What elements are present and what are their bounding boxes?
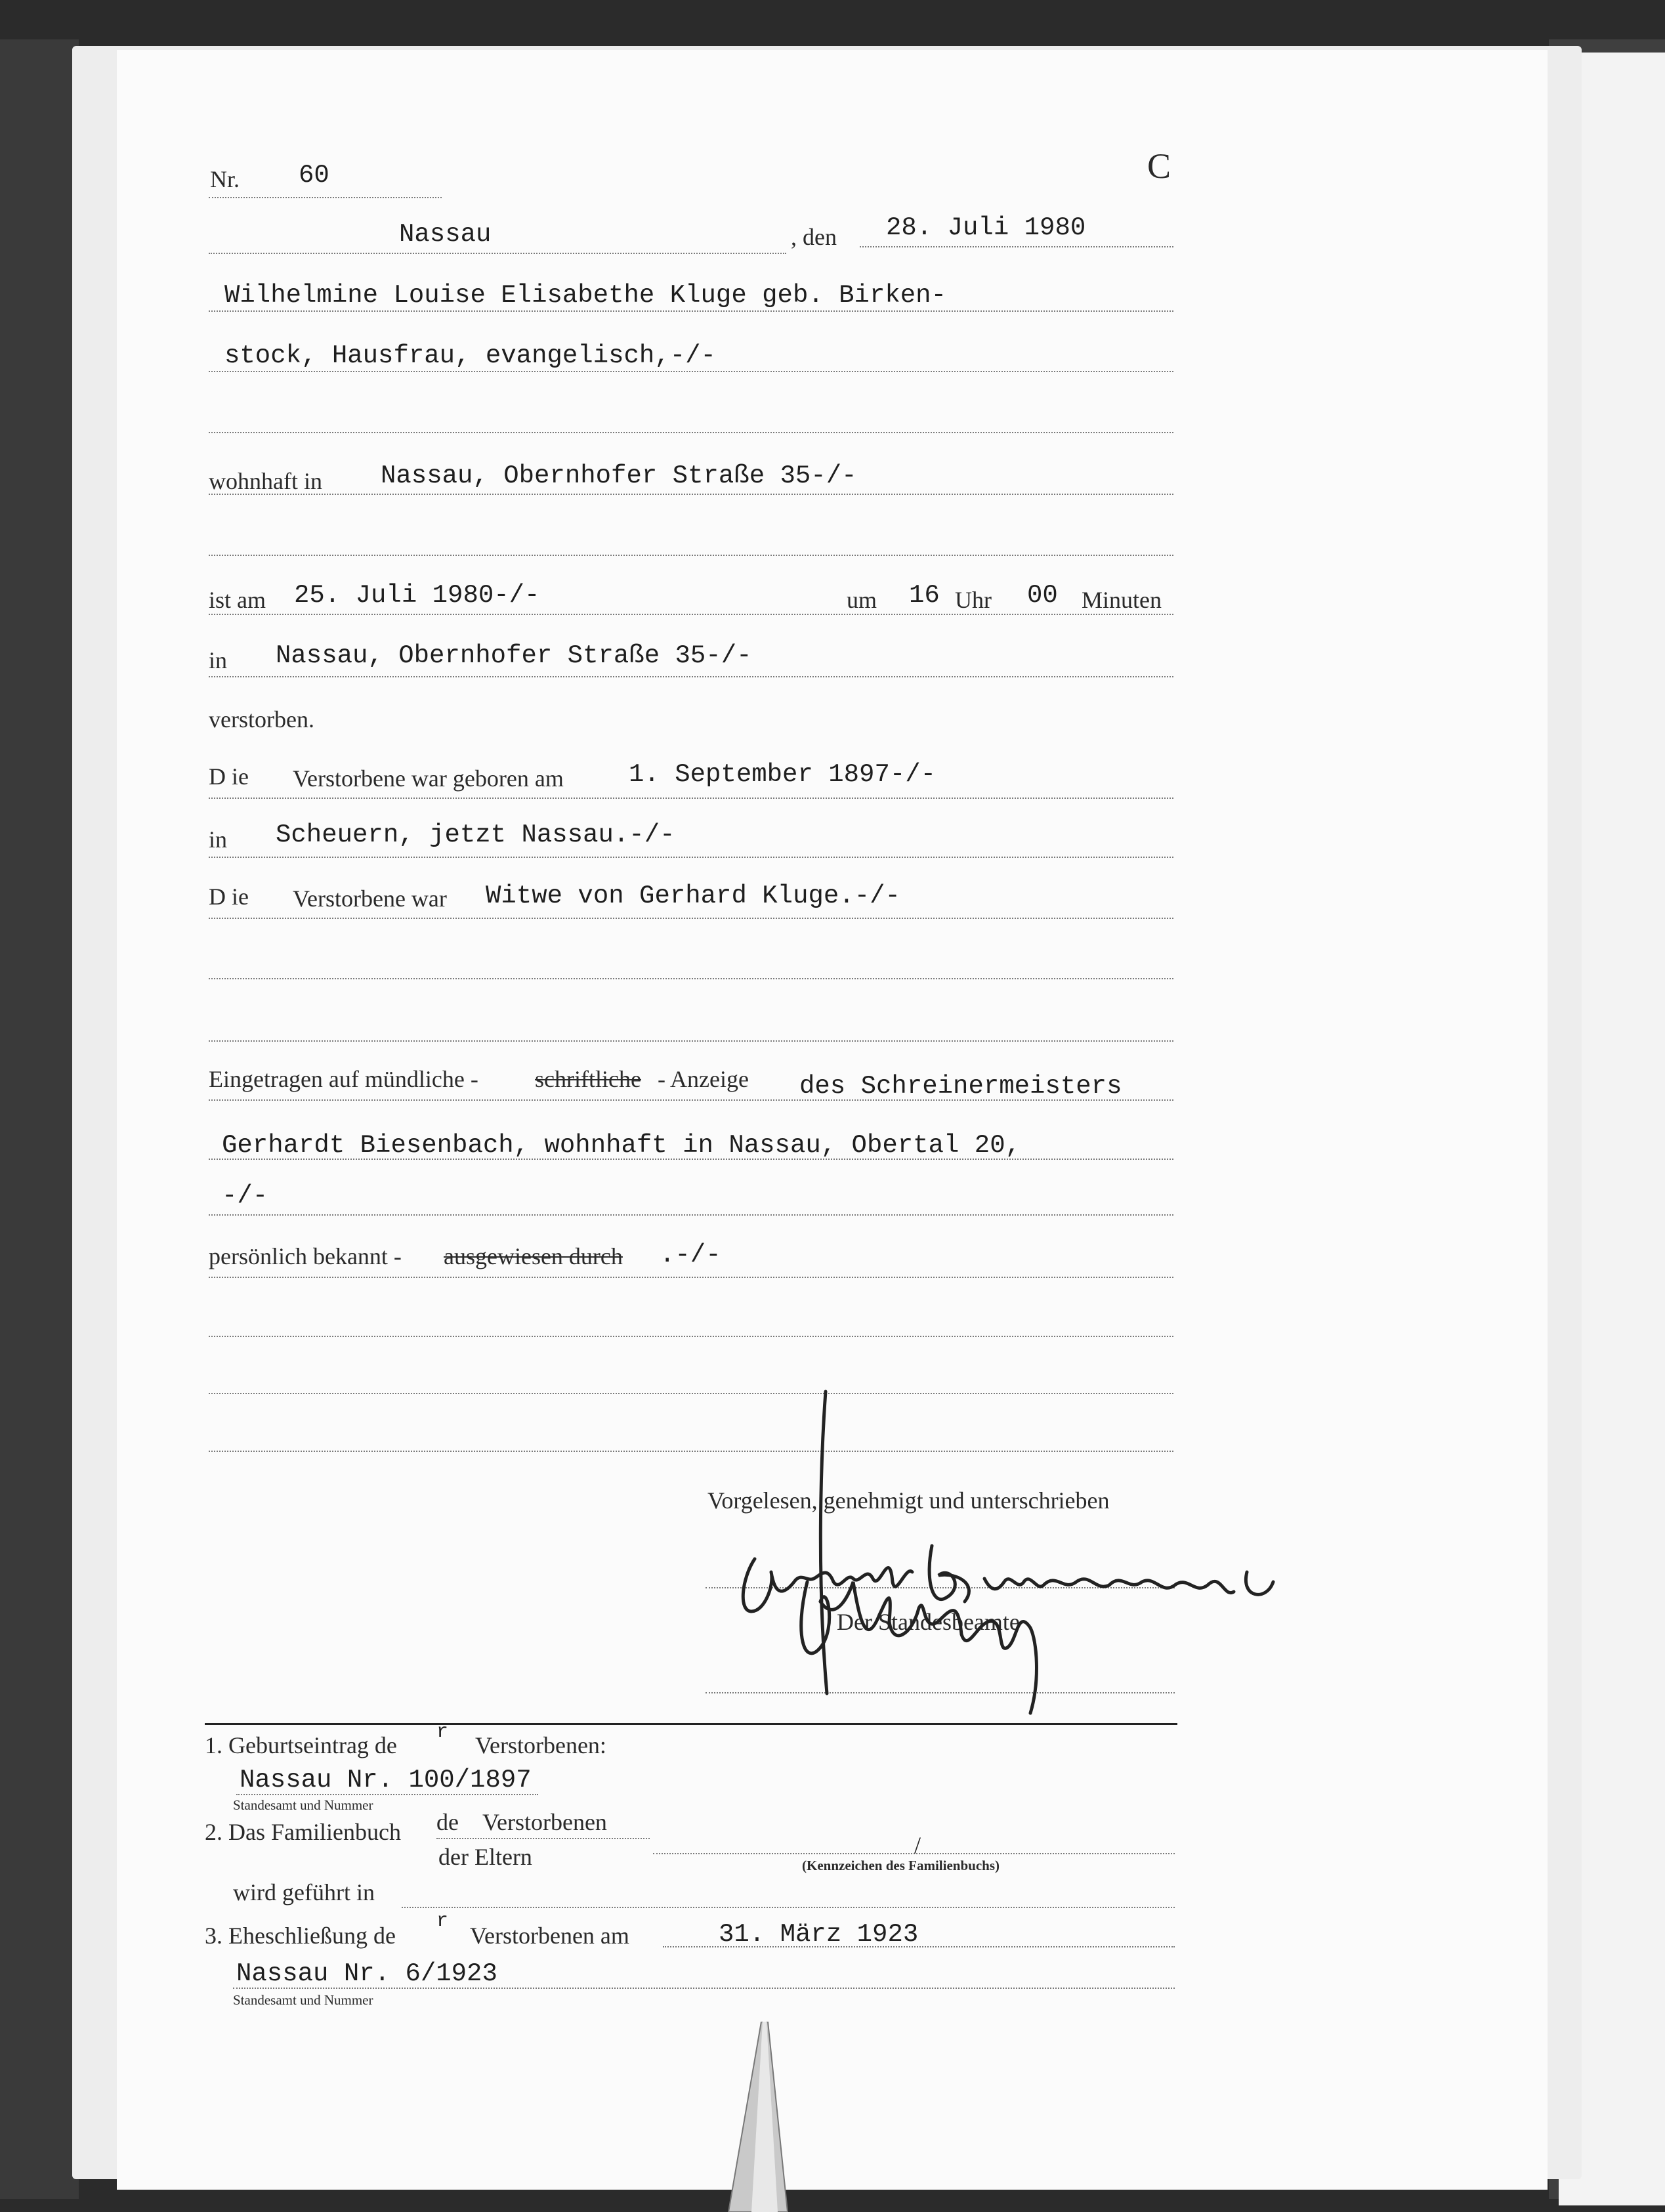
war-label: Verstorbene war xyxy=(293,885,447,912)
item3-label-2: Verstorbenen am xyxy=(470,1923,629,1949)
item2-verstorbenen: Verstorbenen xyxy=(482,1809,607,1835)
nr-label: Nr. xyxy=(210,166,240,192)
rule-blank-3 xyxy=(209,1040,1173,1042)
ausgewiesen-struck: ausgewiesen durch xyxy=(444,1243,623,1269)
d-ie-prefix-2: D ie xyxy=(209,883,249,910)
rule-name-1 xyxy=(209,310,1173,312)
death-hour: 16 xyxy=(909,581,940,610)
rule-informant-2 xyxy=(209,1159,1173,1160)
rule-item3 xyxy=(233,1988,1175,1989)
item1-sup: r xyxy=(436,1721,449,1743)
informant-line-1: des Schreinermeisters xyxy=(799,1072,1122,1101)
informant-line-2: Gerhardt Biesenbach, wohnhaft in Nassau, Obertal 20, xyxy=(222,1131,1021,1160)
item3-date: 31. März 1923 xyxy=(719,1920,919,1949)
death-minutes: 00 xyxy=(1027,581,1058,610)
rule-informant-1 xyxy=(209,1099,1173,1101)
birth-place: Scheuern, jetzt Nassau.-/- xyxy=(276,820,675,849)
kennzeichen-caption: (Kennzeichen des Familienbuchs) xyxy=(802,1858,1000,1873)
verstorben-label: verstorben. xyxy=(209,706,314,733)
ist-am-label: ist am xyxy=(209,587,266,613)
nr-line xyxy=(209,197,442,198)
item1-label-2: Verstorbenen: xyxy=(475,1732,606,1758)
record-number: 60 xyxy=(299,161,329,190)
birth-in-label: in xyxy=(209,826,228,853)
d-ie-prefix: D ie xyxy=(209,763,249,790)
pen-tip xyxy=(689,2022,801,2212)
date-line xyxy=(860,246,1173,247)
rule-blank-2 xyxy=(209,978,1173,979)
bekannt-label: persönlich bekannt - xyxy=(209,1243,402,1269)
rule-death-date xyxy=(209,614,1173,615)
residence-value: Nassau, Obernhofer Straße 35-/- xyxy=(381,461,857,490)
rule-informant-3 xyxy=(209,1214,1173,1216)
item1-value: Nassau Nr. 100/1897 xyxy=(240,1766,532,1795)
rule-bekannt xyxy=(209,1277,1173,1278)
rule-birth-place xyxy=(209,857,1173,858)
item3-value: Nassau Nr. 6/1923 xyxy=(236,1959,497,1988)
standesamt-caption: Standesamt und Nummer xyxy=(233,1797,373,1813)
item2-de: de xyxy=(436,1809,459,1835)
place-line xyxy=(209,253,786,254)
standesamt-caption-2: Standesamt und Nummer xyxy=(233,1992,373,2008)
rule-item3-date xyxy=(663,1946,1175,1947)
eingetragen-label: Eingetragen auf mündliche - xyxy=(209,1066,478,1092)
person-line-1: Wilhelmine Louise Elisabethe Kluge geb. Birken- xyxy=(224,281,946,310)
rule-item1 xyxy=(236,1794,538,1795)
death-date: 25. Juli 1980-/- xyxy=(294,581,540,610)
um-label: um xyxy=(847,587,877,613)
rule-blank-4 xyxy=(209,1336,1173,1337)
rule-residence xyxy=(209,494,1173,495)
item1-label: 1. Geburtseintrag de xyxy=(205,1732,397,1758)
den-label: , den xyxy=(791,224,837,250)
item2-eltern: der Eltern xyxy=(438,1844,532,1870)
rule-marital xyxy=(209,918,1173,919)
anzeige-label: - Anzeige xyxy=(658,1066,749,1092)
vorgelesen-label: Vorgelesen, genehmigt und unterschrieben xyxy=(707,1487,1110,1514)
person-line-2: stock, Hausfrau, evangelisch,-/- xyxy=(224,341,716,370)
record-date: 28. Juli 1980 xyxy=(886,213,1086,242)
death-place: Nassau, Obernhofer Straße 35-/- xyxy=(276,641,752,670)
informant-line-3: -/- xyxy=(222,1181,268,1210)
rule-item2-eltern xyxy=(436,1838,650,1839)
place-field: Nassau xyxy=(399,220,492,249)
item2-gefuehrt: wird geführt in xyxy=(233,1879,375,1905)
marital-status: Witwe von Gerhard Kluge.-/- xyxy=(486,882,900,910)
schriftliche-struck: schriftliche xyxy=(535,1066,641,1092)
item2-slash: / xyxy=(914,1832,921,1858)
rule-blank-1 xyxy=(209,555,1173,556)
rule-birth-date xyxy=(209,798,1173,799)
item3-label: 3. Eheschließung de xyxy=(205,1923,396,1949)
registrar-signature xyxy=(781,1385,1083,1726)
bekannt-value: .-/- xyxy=(660,1241,721,1269)
rule-name-2 xyxy=(209,371,1173,372)
in-label: in xyxy=(209,647,228,673)
uhr-label: Uhr xyxy=(955,587,992,613)
geboren-label: Verstorbene war geboren am xyxy=(293,765,564,792)
rule-death-place xyxy=(209,676,1173,677)
birth-date: 1. September 1897-/- xyxy=(629,760,937,789)
rule-item2-gefuehrt xyxy=(402,1907,1175,1908)
minuten-label: Minuten xyxy=(1082,587,1162,613)
wohnhaft-label: wohnhaft in xyxy=(209,468,322,494)
item3-sup: r xyxy=(436,1910,449,1932)
item2-label: 2. Das Familienbuch xyxy=(205,1819,401,1845)
corner-letter: C xyxy=(1147,146,1171,186)
standesbeamte-label: Der Standesbeamte xyxy=(837,1609,1020,1635)
footer-separator xyxy=(205,1723,1177,1725)
rule-name-3 xyxy=(209,432,1173,433)
